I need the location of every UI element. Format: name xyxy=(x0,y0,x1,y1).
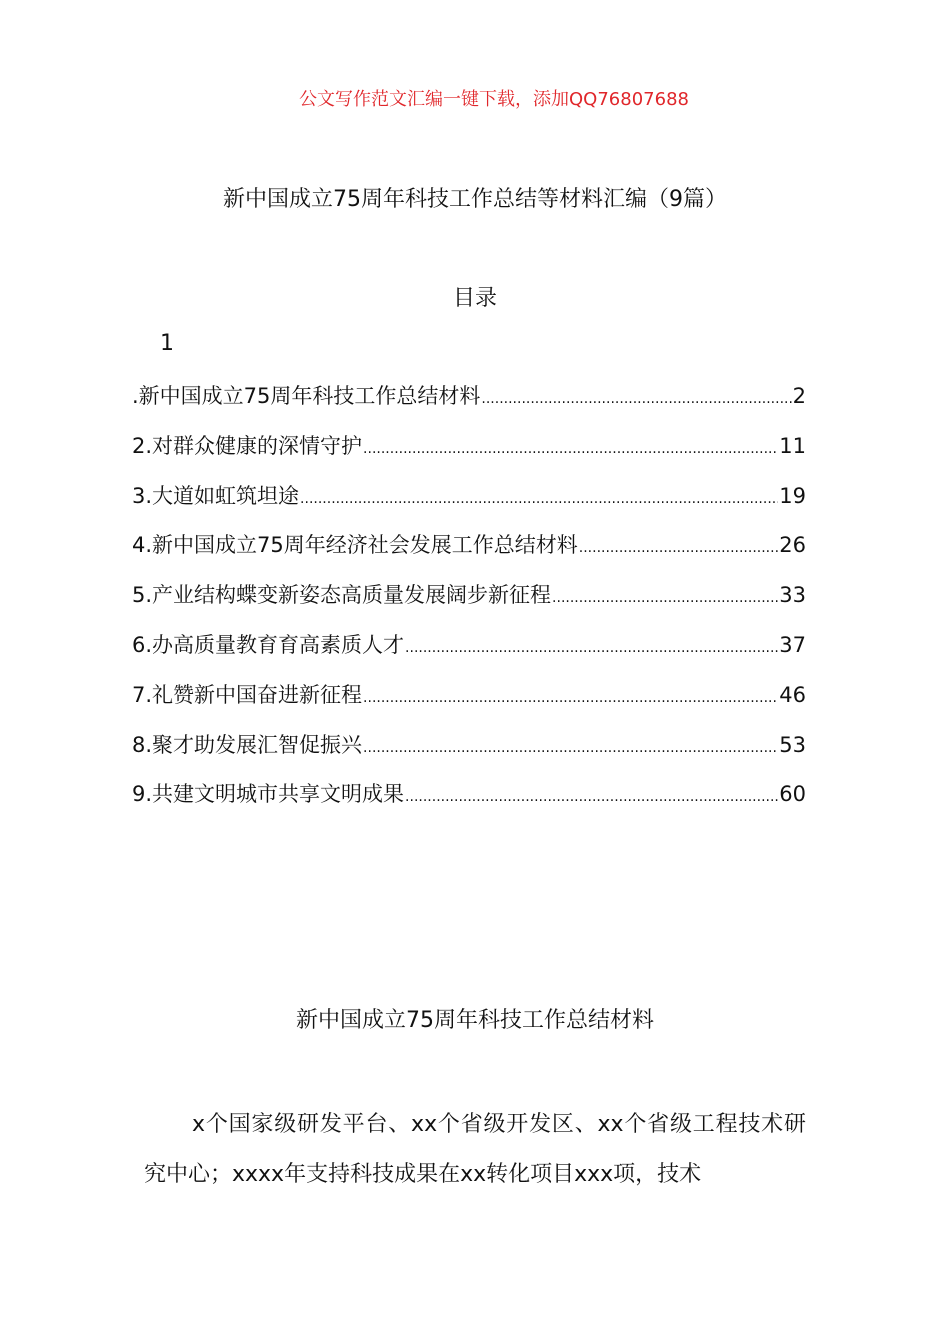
toc-entry[interactable] xyxy=(132,729,806,779)
toc-entry-page: 60 xyxy=(779,782,806,807)
dot-leader xyxy=(300,484,778,508)
dot-leader xyxy=(363,434,778,458)
dot-leader xyxy=(552,583,778,607)
toc-entry[interactable] xyxy=(132,480,806,530)
toc-entry-label: 3.大道如虹筑坦途 xyxy=(132,483,300,508)
toc-entry-page: 26 xyxy=(779,533,806,558)
toc-entry[interactable] xyxy=(132,529,806,579)
toc-heading: 目录 xyxy=(452,286,497,311)
toc-entry[interactable] xyxy=(132,679,806,729)
toc-entry-label: 4.新中国成立75周年经济社会发展工作总结材料 xyxy=(132,533,578,558)
toc-first-number: 1 xyxy=(160,331,174,356)
toc-entry-label: 7.礼赞新中国奋进新征程 xyxy=(132,682,363,707)
toc-entry[interactable] xyxy=(132,579,806,629)
toc-entry[interactable] xyxy=(132,778,806,828)
toc-entry-page: 19 xyxy=(779,483,806,508)
toc-entry[interactable] xyxy=(132,629,806,679)
table-of-contents xyxy=(132,380,806,828)
toc-entry-label: .新中国成立75周年科技工作总结材料 xyxy=(132,384,481,408)
section-title: 新中国成立75周年科技工作总结材料 xyxy=(296,1008,654,1033)
dot-leader xyxy=(405,633,778,657)
dot-leader xyxy=(363,733,778,757)
toc-entry-label: 8.聚才助发展汇智促振兴 xyxy=(132,732,363,757)
body-paragraph: x个国家级研发平台、xx个省级开发区、xx个省级工程技术研究中心；xxxx年支持科技成果在xx转化项目xxx项，技术 xyxy=(144,1112,806,1187)
toc-entry-page: 2 xyxy=(792,384,806,408)
toc-entry-label: 6.办高质量教育育高素质人才 xyxy=(132,632,405,657)
toc-entry-label: 9.共建文明城市共享文明成果 xyxy=(132,782,405,807)
dot-leader xyxy=(405,782,778,806)
toc-entry-page: 37 xyxy=(779,632,806,657)
toc-entry[interactable] xyxy=(132,430,806,480)
toc-entry-page: 46 xyxy=(779,682,806,707)
dot-leader xyxy=(579,533,779,557)
dot-leader xyxy=(481,384,791,408)
toc-entry[interactable] xyxy=(132,380,806,430)
document-title: 新中国成立75周年科技工作总结等材料汇编（9篇） xyxy=(223,187,727,212)
toc-entry-label: 5.产业结构蝶变新姿态高质量发展阔步新征程 xyxy=(132,583,552,608)
toc-entry-page: 53 xyxy=(779,732,806,757)
download-banner: 公文写作范文汇编一键下载，添加QQ76807688 xyxy=(299,89,689,110)
toc-entry-page: 33 xyxy=(779,583,806,608)
dot-leader xyxy=(363,683,778,707)
toc-entry-page: 11 xyxy=(779,433,806,458)
toc-entry-label: 2.对群众健康的深情守护 xyxy=(132,433,363,458)
